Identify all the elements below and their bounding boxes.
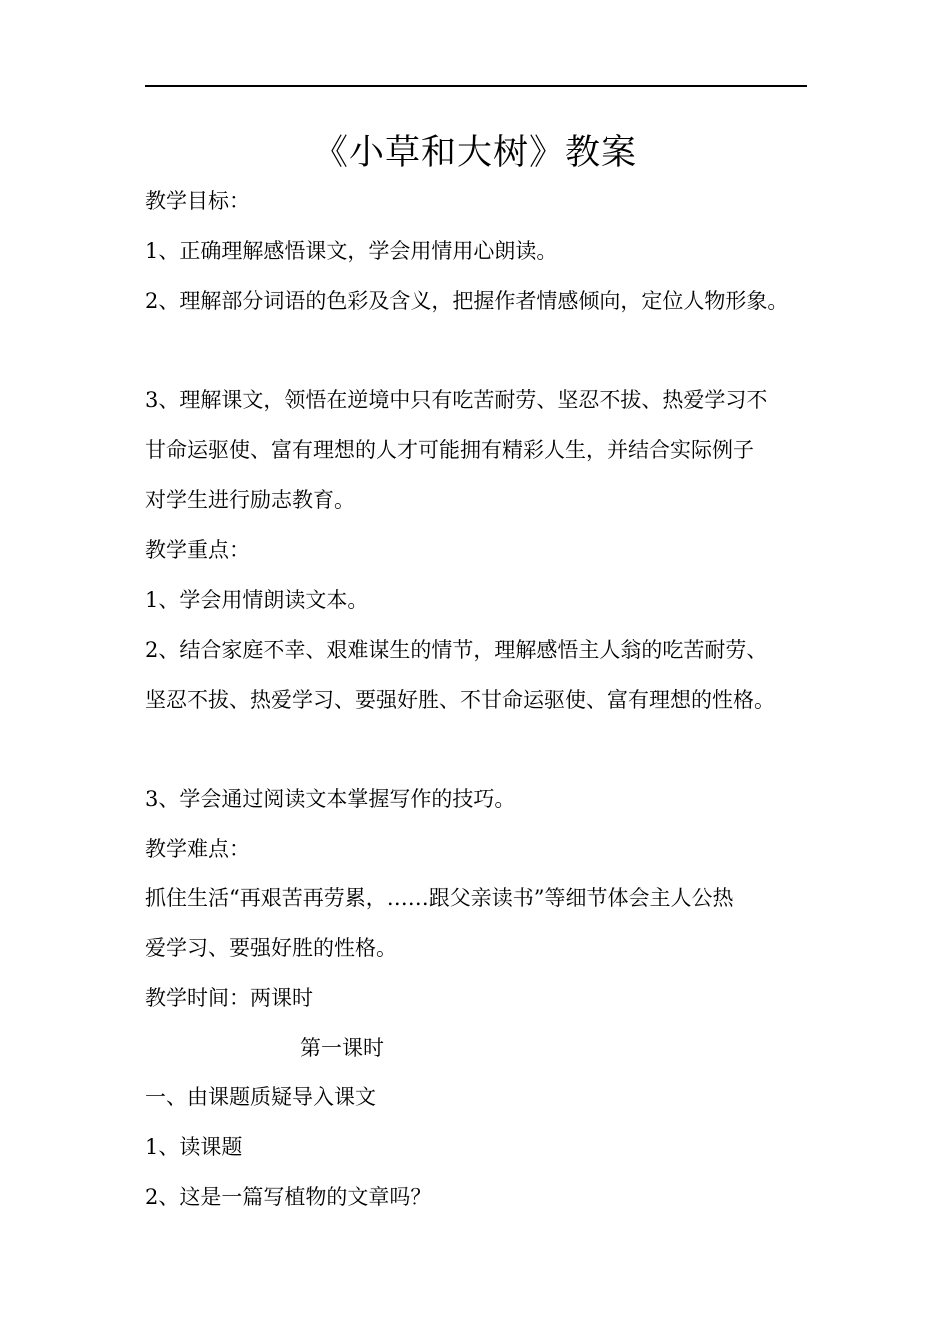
key-point-2-line-2: 坚忍不拔、热爱学习、要强好胜、不甘命运驱使、富有理想的性格。	[145, 688, 775, 712]
objective-1: 1、正确理解感悟课文，学会用情用心朗读。	[145, 239, 558, 263]
header-rule	[145, 85, 807, 87]
objective-3-line-1: 3、理解课文，领悟在逆境中只有吃苦耐劳、坚忍不拔、热爱学习不	[145, 388, 768, 412]
section-heading-key-points: 教学重点：	[145, 538, 250, 562]
step-heading-1: 一、由课题质疑导入课文	[145, 1085, 376, 1109]
section-heading-objectives: 教学目标：	[145, 189, 250, 213]
lesson-heading: 第一课时	[300, 1036, 384, 1060]
document-title: 《小草和大树》教案	[312, 133, 637, 173]
difficulty-line-2: 爱学习、要强好胜的性格。	[145, 936, 397, 960]
objective-3-line-2: 甘命运驱使、富有理想的人才可能拥有精彩人生，并结合实际例子	[145, 438, 754, 462]
key-point-2-line-1: 2、结合家庭不幸、艰难谋生的情节，理解感悟主人翁的吃苦耐劳、	[145, 638, 768, 662]
step-1-item-1: 1、读课题	[145, 1135, 243, 1159]
difficulty-line-1: 抓住生活“再艰苦再劳累，……跟父亲读书”等细节体会主人公热	[145, 886, 734, 910]
key-point-3: 3、学会通过阅读文本掌握写作的技巧。	[145, 787, 516, 811]
key-point-1: 1、学会用情朗读文本。	[145, 588, 369, 612]
teaching-time: 教学时间：两课时	[145, 986, 313, 1010]
step-1-item-2: 2、这是一篇写植物的文章吗？	[145, 1185, 432, 1209]
objective-2: 2、理解部分词语的色彩及含义，把握作者情感倾向，定位人物形象。	[145, 289, 789, 313]
objective-3-line-3: 对学生进行励志教育。	[145, 488, 355, 512]
section-heading-difficulties: 教学难点：	[145, 837, 250, 861]
